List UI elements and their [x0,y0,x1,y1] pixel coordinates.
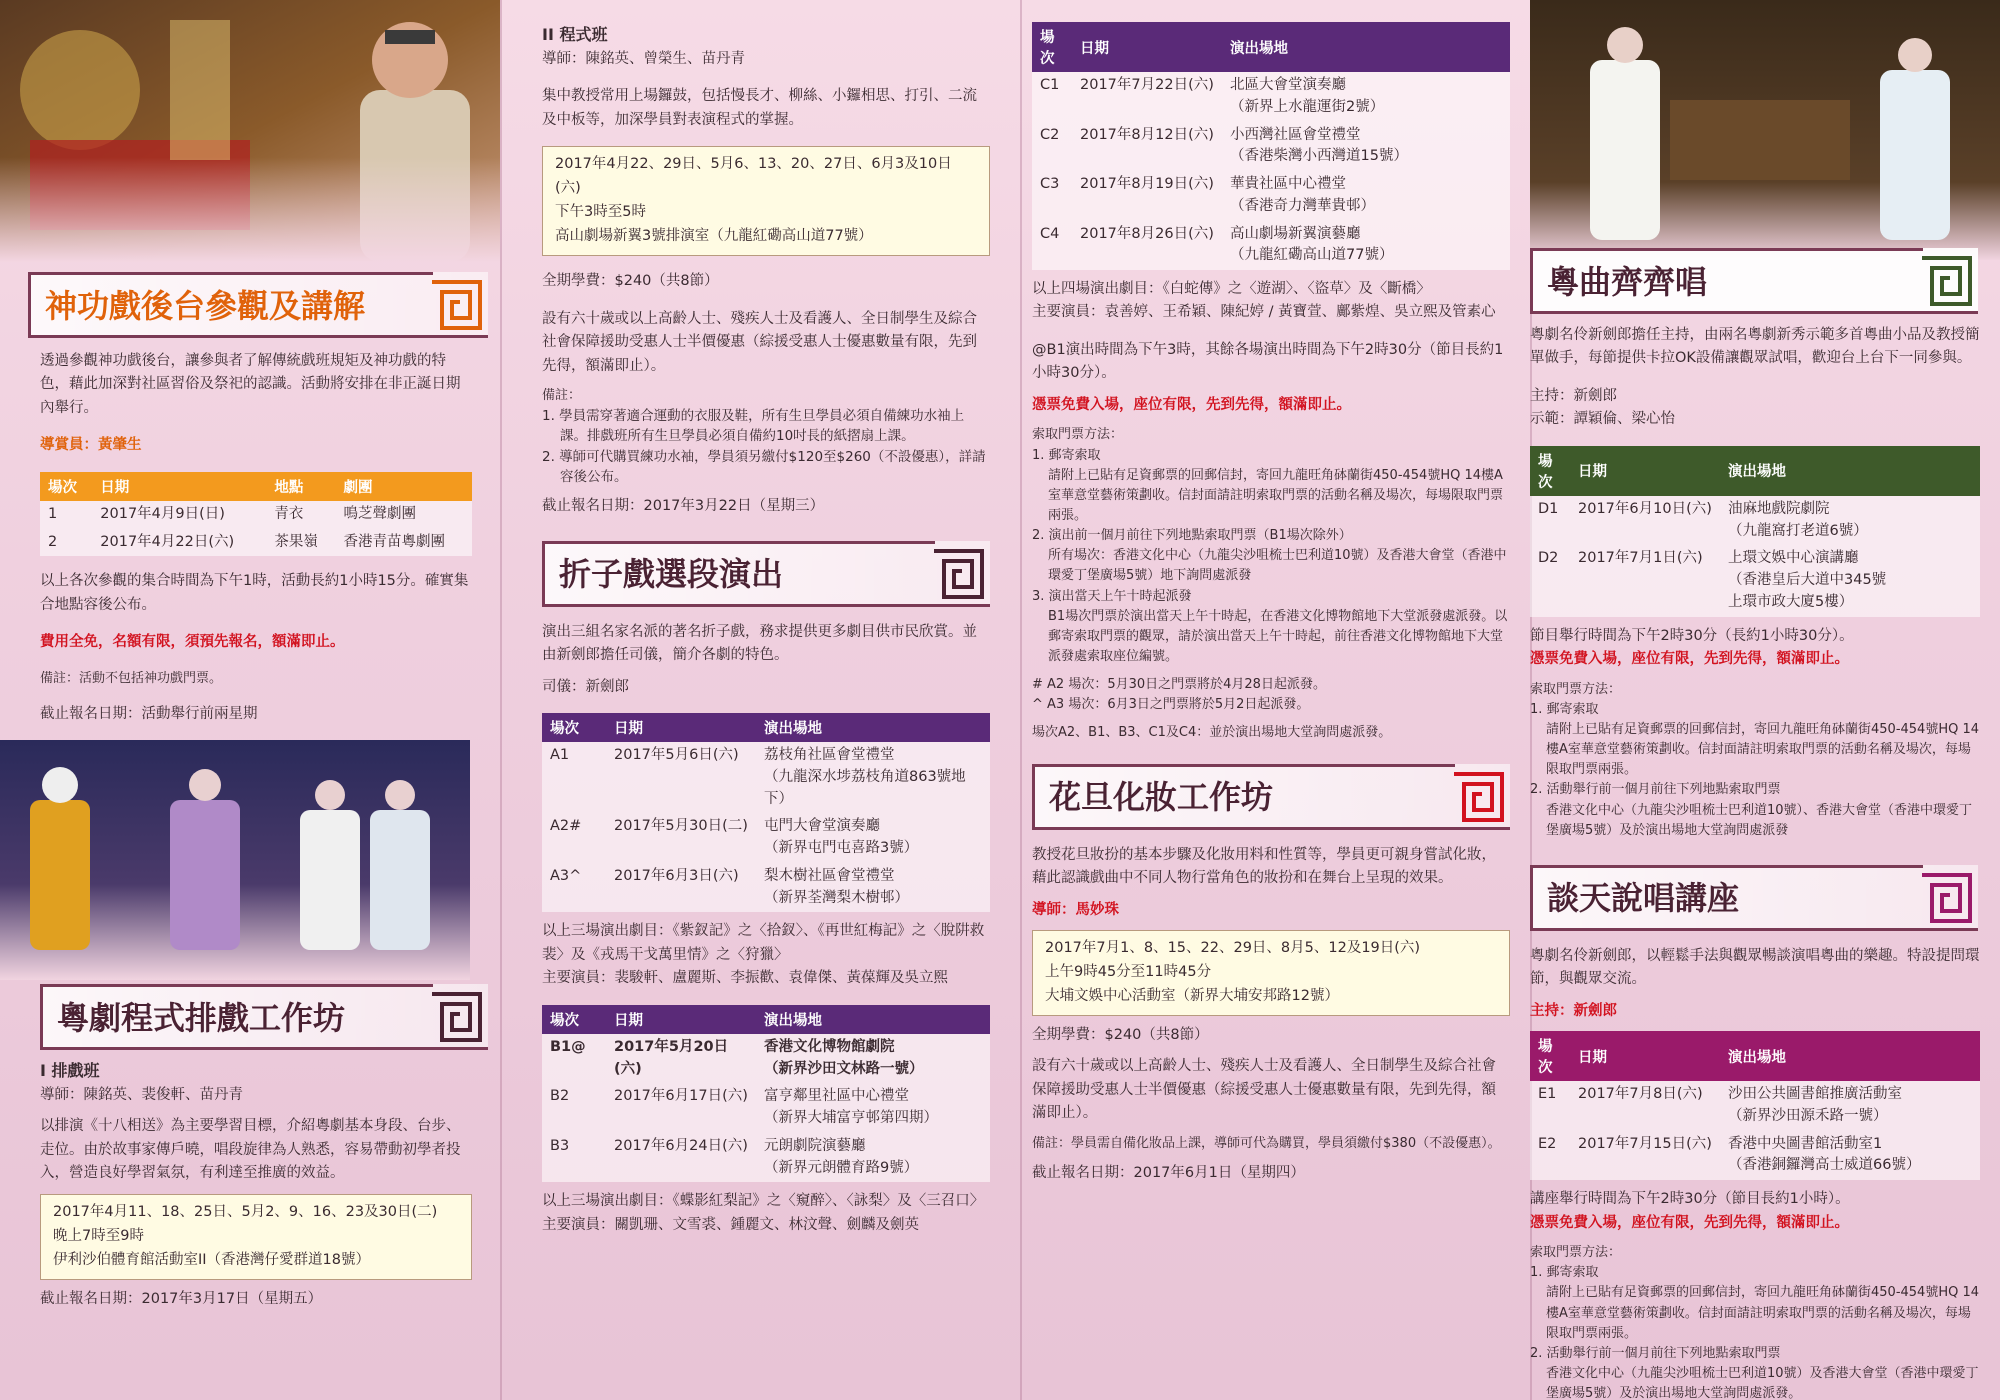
venue-name: 富亨鄰里社區中心禮堂 [764,1088,909,1105]
concession: 設有六十歲或以上高齡人士、殘疾人士及看護人、全日制學生及綜合社會保障援助受惠人士半價優惠（綜援受惠人士優惠數量有限，先到先得，額滿即止）。 [542,310,977,374]
venue-name: 香港文化博物館劇院 [764,1038,895,1055]
table-cell: C2 [1040,126,1060,143]
venue-name: 元朗劇院演藝廳 [764,1137,866,1154]
table-cell: 2017年8月12日(六) [1080,126,1214,143]
venue-cell [1720,1081,1980,1131]
table-header: 日期 [1570,1031,1720,1081]
table-cell: 2017年5月20日(六) [614,1038,729,1077]
table-cell: A1 [550,747,570,764]
venue-name: 香港中央圖書館活動室1 [1728,1135,1883,1152]
table-cell: B2 [550,1088,570,1105]
fee: 全期學費：$240（共8節） [542,273,719,290]
table-cell: 2017年6月17日(六) [614,1088,748,1105]
ticket-title: 索取門票方法： [1530,681,1622,697]
list-item: 1. 郵寄索取 [1032,447,1101,463]
cast: 主要演員：袁善婷、王希穎、陳紀婷 / 黃寶萱、鄺紫煌、吳立熙及管素心 [1032,304,1496,321]
box-line: 大埔文娛中心活動室（新界大埔安邦路12號） [1045,987,1339,1004]
schedule-table [542,713,990,912]
table-cell: 2017年5月30日(二) [614,818,748,835]
table-cell: 2017年7月15日(六) [1578,1135,1712,1152]
table-header: 演出場地 [1222,22,1510,72]
section-heading [40,984,488,1050]
footnote: ^ A3 場次：6月3日之門票將於5月2日起派發。 [1032,697,1310,713]
table-header: 場次 [542,1005,606,1034]
table-header: 日期 [92,472,266,501]
deadline: 截止報名日期：2017年6月1日（星期四） [1032,1164,1305,1181]
venue-name: 荔枝角社區會堂禮堂 [764,747,895,764]
table-cell: C3 [1040,176,1060,192]
box-line: 2017年4月11、18、25日、5月2、9、16、23及30日(二) [53,1203,438,1220]
table-header: 日期 [606,713,756,742]
repertoire: 以上三場演出劇目：《紫釵記》之〈拾釵〉、《再世紅梅記》之〈脫阱救裴〉及《戎馬干戈萬里情》之〈狩獵〉 [542,923,985,963]
footnote: # A2 場次：5月30日之門票將於4月28日起派發。 [1032,677,1326,693]
table-header: 演出場地 [1720,446,1980,496]
venue-address: （新界沙田文林路一號） [764,1060,924,1077]
venue-cell [756,863,990,913]
table-cell: A3^ [550,867,582,884]
tutor: 導師：馬妙珠 [1032,901,1119,918]
venue-cell [756,1133,990,1183]
fee-note: 費用全免，名額有限，須預先報名，額滿即止。 [40,634,345,651]
table-header: 場次 [542,713,606,742]
table-cell: 2017年6月10日(六) [1578,500,1712,517]
fee: 全期學費：$240（共8節） [1032,1026,1209,1043]
venue-address: （香港奇力灣華貴邨） [1230,197,1375,214]
heading-title: 粵曲齊齊唱 [1547,262,1708,301]
schedule-table [40,472,472,557]
venue-name: 沙田公共圖書館推廣活動室 [1728,1086,1902,1103]
list-item: 1. 郵寄索取 [1530,701,1599,717]
table-row [1530,1131,1980,1181]
table-cell: A2# [550,818,582,835]
table-header: 場次 [1530,446,1570,496]
section-description: 透過參觀神功戲後台，讓參與者了解傳統戲班規矩及神功戲的特色，藉此加深對社區習俗及祭祀的認識。活動將安排在非正誕日期內舉行。 [40,353,461,416]
venue-address: （香港柴灣小西灣道15號） [1230,148,1408,165]
fret-ornament-icon [1450,770,1506,824]
table-row [1530,545,1980,616]
table-cell: 2017年7月1日(六) [1578,550,1703,567]
table-cell: E2 [1538,1135,1557,1152]
table-cell: 2017年7月22日(六) [1080,77,1214,93]
venue-name: 華貴社區中心禮堂 [1230,176,1346,192]
table-row [1530,496,1980,546]
free-admission: 憑票免費入場，座位有限，先到先得，額滿即止。 [1530,1214,1849,1231]
section-heading [1530,248,1978,314]
cast: 主要演員：關凱珊、文雪裘、鍾麗文、林汶聲、劍麟及劍英 [542,1216,919,1233]
venue-cell [1222,72,1510,122]
table-header: 地點 [266,472,335,501]
box-line: 上午9時45分至11時45分 [1045,963,1212,980]
box-line: 晚上7時至9時 [53,1227,144,1244]
box-line: 高山劇場新翼3號排演室（九龍紅磡高山道77號） [555,228,873,245]
class-subtitle: I 排戲班 [40,1061,100,1080]
section-description: 集中教授常用上場鑼鼓，包括慢長才、柳絲、小鑼相思、打引、二流及中板等，加深學員對表演程式的掌握。 [542,88,977,128]
table-cell: D1 [1538,500,1559,517]
list-item: 2. 導師可代購買練功水袖，學員須另繳付$120至$260（不設優惠），詳請容後公布。 [542,448,986,485]
heading-title: 神功戲後台參觀及講解 [45,286,366,325]
venue-cell [756,1034,990,1084]
schedule-box [40,1194,472,1280]
table-cell: 2017年4月9日(日) [100,505,225,522]
fret-ornament-icon [428,990,484,1044]
table-header: 演出場地 [756,1005,990,1034]
list-item: 1. 郵寄索取 [1530,1265,1599,1281]
deadline: 截止報名日期：2017年3月17日（星期五） [40,1290,323,1307]
guide-name: 導賞員：黃肇生 [40,437,142,454]
time-note: 節目舉行時間為下午2時30分（長約1小時30分）。 [1530,627,1854,644]
repertoire: 以上三場演出劇目：《蝶影紅梨記》之〈窺醉〉、〈詠梨〉及〈三召口〉 [542,1193,985,1210]
section-description: 粵劇名伶新劍郎擔任主持，由兩名粵劇新秀示範多首粵曲小品及教授簡單做手，每節提供卡拉OK設備讓觀眾試唱，歡迎台上台下一同參與。 [1530,327,1980,367]
list-item: 3. 演出當天上午十時起派發 [1032,588,1192,604]
section-description: 教授花旦妝扮的基本步驟及化妝用料和性質等，學員更可親身嘗試化妝，藉此認識戲曲中不同人物行當角色的妝扮和在舞台上呈現的效果。 [1032,846,1496,887]
table-header: 日期 [1072,22,1222,72]
table-row [1032,72,1510,122]
table-header: 演出場地 [1720,1031,1980,1081]
heading-title: 花旦化妝工作坊 [1049,778,1274,817]
section-heading [1032,764,1510,830]
remark: 備註：活動不包括神功戲門票。 [40,670,223,686]
table-cell: C4 [1040,225,1060,242]
list-item: 請附上已貼有足資郵票的回郵信封，寄回九龍旺角砵蘭街450-454號HQ 14樓A室華意堂藝術策劃收。信封面請註明索取門票的活動名稱及場次，每場限取門票兩張。 [1048,467,1504,523]
class-subtitle: II 程式班 [542,25,608,44]
venue-cell [756,813,990,863]
schedule-box [1032,930,1510,1016]
venue-cell [756,742,990,813]
heading-title: 折子戲選段演出 [559,555,784,594]
venue-cell [1720,545,1980,616]
venue-address: （九龍紅磡高山道77號） [1230,247,1394,264]
fret-ornament-icon [930,547,986,601]
column-3 [1020,0,1530,1400]
section-heading [28,272,488,338]
fret-ornament-icon [428,278,484,332]
venue-address: （九龍深水埗荔枝角道863號地下） [764,768,966,807]
table-row [1530,1081,1980,1131]
list-item: 2. 活動舉行前一個月前往下列地點索取門票 [1530,782,1781,798]
host: 司儀：新劍郎 [542,678,629,695]
table-row [542,813,990,863]
section-description: 粵劇名伶新劍郎，以輕鬆手法與觀眾暢談演唱粵曲的樂趣。特設提問環節，與觀眾交流。 [1530,947,1980,988]
ticket-methods [1530,700,1980,841]
venue-name: 高山劇場新翼演藝廳 [1230,225,1361,242]
table-cell: 青衣 [274,505,304,522]
venue-name: 梨木樹社區會堂禮堂 [764,867,895,884]
table-row [542,1034,990,1084]
venue-cell [756,1083,990,1133]
demo: 示範：譚穎倫、梁心怡 [1530,411,1675,428]
box-line: 2017年7月1、8、15、22、29日、8月5、12及19日(六) [1045,939,1421,956]
venue-address: （新界元朗體育路9號） [764,1159,919,1176]
table-row [542,1133,990,1183]
venue-address: （新界沙田源禾路一號） [1728,1107,1888,1124]
venue-address: （新界屯門屯喜路3號） [764,840,919,857]
table-header: 演出場地 [756,713,990,742]
ticket-title: 索取門票方法： [1530,1245,1622,1261]
table-cell: B1@ [550,1038,586,1055]
free-admission: 憑票免費入場，座位有限，先到先得，額滿即止。 [1530,651,1849,668]
deadline: 截止報名日期：活動舉行前兩星期 [40,706,258,723]
list-item: 請附上已貼有足資郵票的回郵信封，寄回九龍旺角砵蘭街450-454號HQ 14樓A室華意堂藝術策劃收。信封面請註明索取門票的活動名稱及場次，每場限取門票兩張。 [1546,1285,1979,1341]
table-row [40,529,472,557]
host: 主持：新劍郎 [1530,387,1617,404]
table-cell: 2017年7月8日(六) [1578,1086,1703,1103]
remark-title: 備註： [542,387,582,403]
ticket-methods [1530,1263,1980,1400]
schedule-table [1530,1031,1980,1180]
list-item: B1場次門票於演出當天上午十時起，在香港文化博物館地下大堂派發處派發。以郵寄索取門票的觀眾，請於演出當天上午十時起，前往香港文化博物館地下大堂派發處索取座位編號。 [1048,608,1508,664]
venue-name: 屯門大會堂演奏廳 [764,818,880,835]
table-cell: 2017年8月26日(六) [1080,225,1214,242]
schedule-table [1032,22,1510,270]
deadline: 截止報名日期：2017年3月22日（星期三） [542,498,825,515]
venue-name: 小西灣社區會堂禮堂 [1230,126,1361,143]
column-1 [0,0,500,1400]
table-cell: 香港青苗粵劇團 [343,533,445,550]
fret-ornament-icon [1918,871,1974,925]
table-cell: 2017年5月6日(六) [614,747,739,764]
table-header: 場次 [1530,1031,1570,1081]
table-cell: B3 [550,1137,570,1154]
concession: 設有六十歲或以上高齡人士、殘疾人士及看護人、全日制學生及綜合社會保障援助受惠人士半價優惠（綜援受惠人士優惠數量有限，先到先得，額滿即止）。 [1032,1058,1496,1122]
table-row [40,501,472,529]
time-note: 講座舉行時間為下午2時30分（節目長約1小時）。 [1530,1191,1850,1208]
opera-performers-photo [1530,0,2000,260]
tutors: 導師：陳銘英、曾榮生、苗丹青 [542,50,745,67]
table-cell: 茶果嶺 [274,533,318,550]
table-row [1032,221,1510,271]
list-item: 2. 活動舉行前一個月前往下列地點索取門票 [1530,1345,1781,1361]
schedule-table [542,1005,990,1183]
table-cell: 2 [48,533,58,550]
remarks-list [542,406,990,487]
table-header: 劇團 [336,472,473,501]
list-item: 請附上已貼有足資郵票的回郵信封，寄回九龍旺角砵蘭街450-454號HQ 14樓A室華意堂藝術策劃收。信封面請註明索取門票的活動名稱及場次，每場限取門票兩張。 [1546,721,1979,778]
schedule-table [1530,446,1980,617]
list-item: 所有場次：香港文化中心（九龍尖沙咀梳士巴利道10號）及香港大會堂（香港中環愛丁堡廣場5號）地下詢問處派發 [1048,548,1507,584]
table-cell: 2017年6月3日(六) [614,867,739,884]
remark: 備註：學員需自備化妝品上課，導師可代為購買，學員須繳付$380（不設優惠）。 [1032,1135,1501,1151]
table-row [542,863,990,913]
column-2 [500,0,1020,1400]
cast: 主要演員：裴駿軒、盧麗斯、李振歡、袁偉傑、黃葆輝及吳立熙 [542,970,948,987]
free-admission: 憑票免費入場，座位有限，先到先得，額滿即止。 [1032,396,1351,413]
table-row [542,742,990,813]
footnote: 場次A2、B1、B3、C1及C4：並於演出場地大堂詢問處派發。 [1032,725,1392,741]
table-row [1032,122,1510,172]
table-row [542,1083,990,1133]
section-heading [1530,865,1978,931]
list-item: 香港文化中心（九龍尖沙咀梳士巴利道10號）及香港大會堂（香港中環愛丁堡廣場5號）及於演出場地大堂詢問處派發。 [1546,1366,1979,1400]
venue-address: （新界荃灣梨木樹邨） [764,889,909,906]
venue-cell [1222,221,1510,271]
venue-cell [1222,171,1510,221]
table-cell: D2 [1538,550,1559,567]
tutors: 導師：陳銘英、裴俊軒、苗丹青 [40,1086,243,1103]
table-cell: 2017年4月22日(六) [100,533,235,550]
repertoire: 以上四場演出劇目：《白蛇傳》之〈遊湖〉、〈盜草〉及〈斷橋〉 [1032,281,1431,297]
list-item: 2. 演出前一個月前往下列地點索取門票（B1場次除外） [1032,528,1352,544]
section-description: 演出三組名家名派的著名折子戲，務求提供更多劇目供市民欣賞。並由新劍郎擔任司儀，簡介各劇的特色。 [542,623,977,664]
table-cell: 2017年8月19日(六) [1080,176,1214,192]
table-row [1032,171,1510,221]
box-line: 2017年4月22、29日、5月6、13、20、27日、6月3及10日(六) [555,156,952,197]
table-cell: 2017年6月24日(六) [614,1137,748,1154]
table-cell: E1 [1538,1086,1557,1103]
table-header: 場次 [40,472,92,501]
ticket-methods [1032,446,1510,668]
section-description: 以排演《十八相送》為主要學習目標，介紹粵劇基本身段、台步、走位。由於故事家傳戶曉，唱段旋律為人熟悉，容易帶動初學者投入，營造良好學習氣氛，有利達至推廣的效益。 [40,1118,461,1182]
list-item: 1. 學員需穿著適合運動的衣服及鞋，所有生旦學員必須自備練功水袖上課。排戲班所有生旦學員必須自備約10吋長的紙摺扇上課。 [542,408,965,445]
venue-address: 上環市政大廈5樓） [1728,593,1854,610]
venue-cell [1222,122,1510,172]
table-header: 日期 [1570,446,1720,496]
box-line: 伊利沙伯體育館活動室II（香港灣仔愛群道18號） [53,1251,371,1268]
table-cell: 1 [48,505,58,522]
box-line: 下午3時至5時 [555,204,646,221]
assembly-note: 以上各次參觀的集合時間為下午1時，活動長約1小時15分。確實集合地點容後公布。 [40,573,469,613]
venue-name: 上環文娛中心演講廳 [1728,550,1859,567]
ticket-title: 索取門票方法： [1032,427,1124,443]
time-note: @B1演出時間為下午3時，其餘各場演出時間為下午2時30分（節目長約1小時30分）。 [1032,341,1504,382]
table-header: 場次 [1032,22,1072,72]
table-header: 日期 [606,1005,756,1034]
host: 主持：新劍郎 [1530,1002,1617,1019]
list-item: 香港文化中心（九龍尖沙咀梳士巴利道10號）、香港大會堂（香港中環愛丁堡廣場5號）及於演出場地大堂詢問處派發 [1546,802,1973,838]
heading-title: 談天說唱講座 [1547,879,1740,918]
venue-cell [1720,1131,1980,1181]
backstage-photo [0,0,500,262]
venue-address: （新界大埔富亨邨第四期） [764,1110,938,1127]
venue-address: （新界上水龍運街2號） [1230,98,1385,115]
fret-ornament-icon [1918,254,1974,308]
venue-name: 油麻地戲院劇院 [1728,500,1830,517]
venue-address: （九龍窩打老道6號） [1728,522,1868,539]
venue-name: 北區大會堂演奏廳 [1230,77,1346,93]
venue-address: （香港銅鑼灣高士威道66號） [1728,1157,1921,1174]
column-4 [1530,0,2000,1400]
table-cell: C1 [1040,77,1060,93]
opera-stage-photo [0,740,470,980]
table-cell: 鳴芝聲劇團 [343,505,416,522]
venue-address: （香港皇后大道中345號 [1728,572,1887,589]
schedule-box [542,146,990,256]
heading-title: 粵劇程式排戲工作坊 [57,998,346,1037]
venue-cell [1720,496,1980,546]
section-heading [542,541,990,607]
